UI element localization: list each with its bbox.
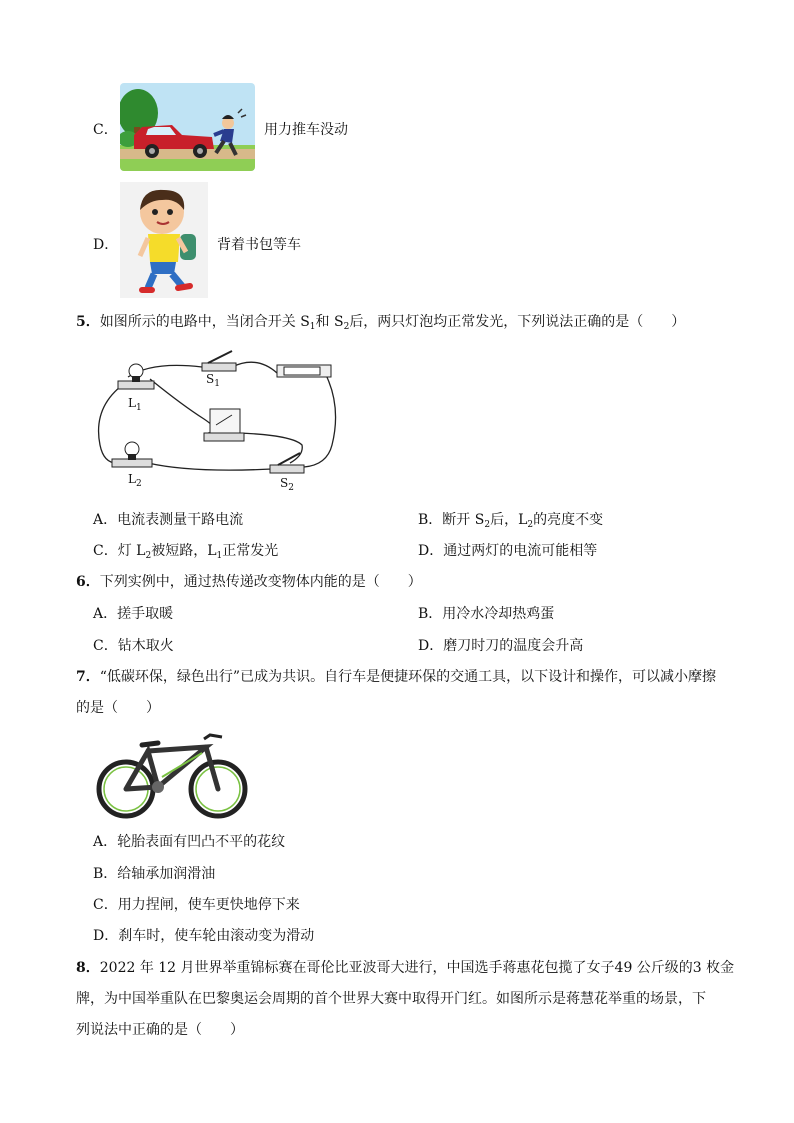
push-car-image <box>120 83 255 171</box>
label-l1: $L_1$ <box>128 396 142 413</box>
question-8-line1: 8．2022 年 12 月世界举重锦标赛在哥伦比亚波哥大进行，中国选手蒋惠花包揽了女子49 公斤级的3 枚金 <box>76 960 735 976</box>
q7-option-b: B．给轴承加润滑油 <box>93 866 216 882</box>
q7-option-c: C．用力捏闸，使车更快地停下来 <box>93 897 300 913</box>
question-6-stem: 6．下列实例中，通过热传递改变物体内能的是（ ） <box>76 574 422 590</box>
question-7-stem-line1: 7．“低碳环保，绿色出行”已成为共识。自行车是便捷环保的交通工具，以下设计和操作，可以减小摩擦 <box>76 669 717 685</box>
stem-part: 如图所示的电路中，当闭合开关 S <box>99 314 310 330</box>
bicycle-image <box>92 727 252 823</box>
question-8-line3: 列说法中正确的是（ ） <box>76 1022 244 1038</box>
subscript: 1 <box>309 322 316 332</box>
question-7-stem-line2: 的是（ ） <box>76 700 160 716</box>
question-number: 5． <box>76 314 100 330</box>
option-c-letter: C． <box>93 122 118 138</box>
q5-option-a: A．电流表测量干路电流 <box>93 512 244 528</box>
option-d-text: 背着书包等车 <box>217 237 301 253</box>
question-5-stem <box>76 311 685 332</box>
q6-option-a: A．搓手取暖 <box>93 606 174 622</box>
question-8-line2: 牌，为中国举重队在巴黎奥运会周期的首个世界大赛中取得开门红。如图所示是蒋慧花举重的场景，下 <box>76 991 706 1007</box>
option-d-letter: D． <box>93 237 119 253</box>
label-l2: $L_2$ <box>128 472 142 489</box>
q6-option-b: B．用冷水冷却热鸡蛋 <box>418 606 555 622</box>
q6-option-c: C．钻木取火 <box>93 638 174 654</box>
q7-option-a: A．轮胎表面有凹凸不平的花纹 <box>93 834 286 850</box>
boy-backpack-image <box>120 182 208 298</box>
option-c-text: 用力推车没动 <box>264 122 348 138</box>
q6-option-d: D．磨刀时刀的温度会升高 <box>418 638 584 654</box>
q5-option-b: B．断开 $S_2$后，$L_2$的亮度不变 <box>418 512 604 530</box>
q7-option-d: D．刹车时，使车轮由滚动变为滑动 <box>93 928 315 944</box>
subscript: 2 <box>343 322 350 332</box>
q5-option-c: C．灯 $L_2$被短路，$L_1$正常发光 <box>93 543 279 561</box>
circuit-diagram <box>92 345 342 495</box>
label-s2: $S_2$ <box>280 476 294 493</box>
q5-option-d: D．通过两灯的电流可能相等 <box>418 543 598 559</box>
stem-part: 后，两只灯泡均正常发光，下列说法正确的是（ ） <box>349 314 686 330</box>
stem-part: 和 S <box>315 314 344 330</box>
label-s1: $S_1$ <box>206 372 220 389</box>
